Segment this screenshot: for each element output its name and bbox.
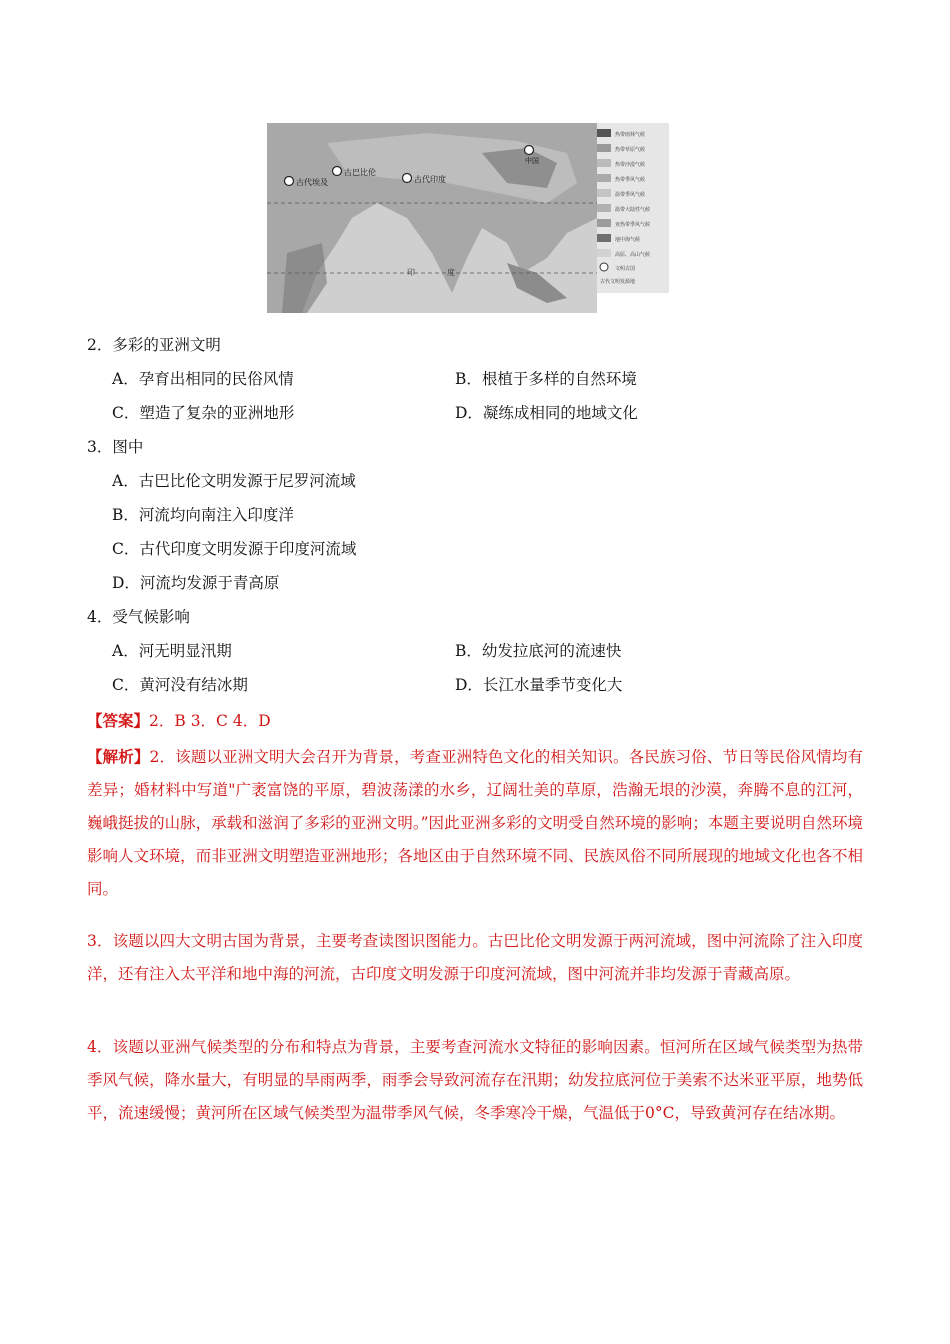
legend-item: 热带季风气候 (615, 177, 646, 183)
analysis-q2 (87, 740, 863, 906)
legend-item: 温带季风气候 (615, 192, 646, 198)
india-marker (403, 174, 412, 183)
answer-label: 【答案】 (87, 711, 150, 730)
q3-option-c: C．古代印度文明发源于印度河流域 (112, 540, 357, 558)
legend-item: 热带沙漠气候 (615, 162, 646, 168)
analysis-q2-text: 2．该题以亚洲文明大会召开为背景，考查亚洲特色文化的相关知识。各民族习俗、节日等民俗风情均有差异；婚材料中写道"广袤富饶的平原，碧波荡漾的水乡，辽阔壮美的草原，浩瀚无垠的沙漠，奔腾不息的江河，巍峨挺拔的山脉，承载和滋润了多彩的亚洲文明。”因此亚洲多彩的文明受自然环境的影响；本题主要说明自然环境影响人文环境，而非亚洲文明塑造亚洲地形；各地区由于自然环境不同、民族风俗不同所展现的地域文化也各不相同。 (87, 748, 863, 898)
map-label-ocean-b: 度 (447, 268, 455, 277)
q4-option-a: A．河无明显汛期 (112, 642, 232, 660)
map-label-india: 古代印度 (414, 175, 446, 184)
map-label-babylon: 古巴比伦 (344, 168, 376, 177)
legend-item: 热带草原气候 (615, 147, 646, 153)
q4-stem: 4．受气候影响 (87, 608, 190, 626)
climate-map-figure (267, 123, 669, 313)
legend-item: 温带大陆性气候 (615, 207, 651, 213)
analysis-q4: 4．该题以亚洲气候类型的分布和特点为背景，主要考查河流水文特征的影响因素。恒河所在区域气候类型为热带季风气候，降水量大，有明显的旱雨两季，雨季会导致河流存在汛期；幼发拉底河位于美索不达米亚平原，地势低平，流速缓慢；黄河所在区域气候类型为温带季风气候，冬季寒冷干燥，气温低于0°C，导致黄河存在结冰期。 (87, 1038, 863, 1122)
map-label-ocean-a: 印 (407, 268, 415, 277)
climate-map (267, 123, 669, 313)
legend-item: 地中海气候 (615, 237, 641, 243)
q3-option-d: D．河流均发源于青高原 (112, 574, 280, 592)
q3-option-a: A．古巴比伦文明发源于尼罗河流域 (112, 472, 356, 490)
egypt-marker (285, 177, 294, 186)
map-label-egypt: 古代埃及 (296, 178, 328, 187)
legend-item: 高原、高山气候 (615, 252, 651, 258)
answer-text: 2．B 3．C 4．D (149, 712, 271, 730)
q2-option-a: A．孕育出相同的民俗风情 (112, 370, 294, 388)
q4-option-c: C．黄河没有结冰期 (112, 676, 248, 694)
q4-option-b: B．幼发拉底河的流速快 (455, 642, 622, 660)
legend-item: 热带雨林气候 (615, 132, 646, 138)
legend-item: 文明古国 (615, 266, 636, 272)
q3-option-b: B．河流均向南注入印度洋 (112, 506, 294, 524)
q2-option-d: D．凝练成相同的地域文化 (455, 404, 638, 422)
q2-stem: 2．多彩的亚洲文明 (87, 336, 221, 354)
map-label-china: 中国 (525, 157, 539, 165)
legend-item: 古代文明发源地 (600, 279, 636, 285)
china-marker (525, 146, 534, 155)
answer-line (87, 711, 271, 731)
q4-option-d: D．长江水量季节变化大 (455, 676, 623, 694)
analysis-label: 【解析】 (87, 747, 150, 766)
babylon-marker (333, 167, 342, 176)
q2-option-b: B．根植于多样的自然环境 (455, 370, 637, 388)
q3-stem: 3．图中 (87, 438, 144, 456)
q2-option-c: C．塑造了复杂的亚洲地形 (112, 404, 295, 422)
legend-item: 亚热带季风气候 (615, 222, 651, 228)
analysis-q3: 3．该题以四大文明古国为背景，主要考查读图识图能力。古巴比伦文明发源于两河流域，图中河流除了注入印度洋，还有注入太平洋和地中海的河流，古印度文明发源于印度河流域，图中河流并非均发源于青藏高原。 (87, 932, 863, 983)
